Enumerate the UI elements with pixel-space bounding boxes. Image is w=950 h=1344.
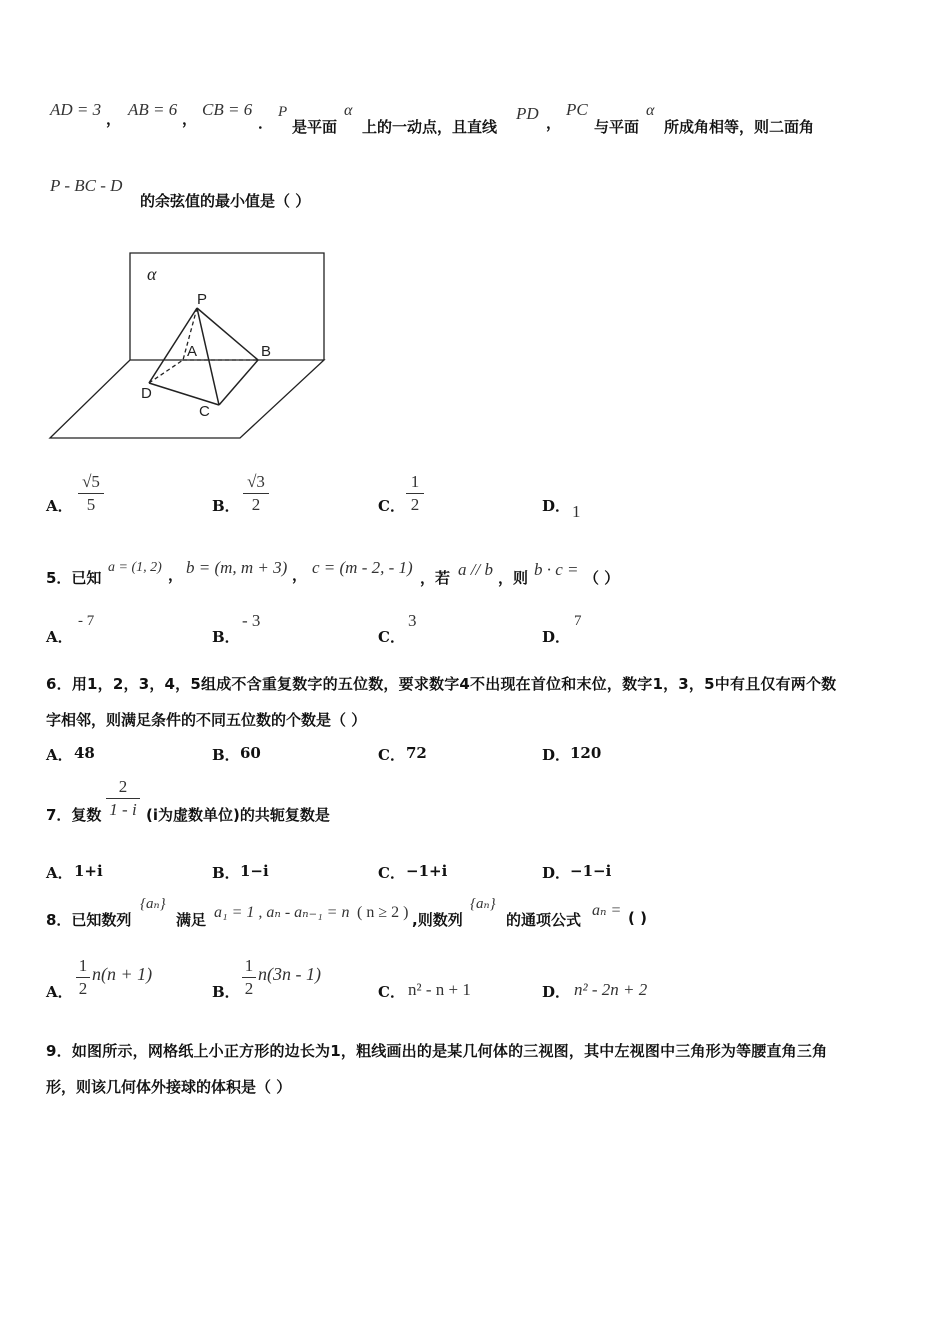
index-condition: ( n ≥ 2 ) (357, 904, 409, 921)
edge-cb (219, 360, 258, 405)
figure-label-d: D (141, 385, 152, 402)
math-p: P (278, 104, 288, 120)
q9-line2: 形，则该几何体外接球的体积是（ ） (46, 1078, 292, 1096)
option-c[interactable]: C． (378, 983, 405, 1001)
q6-line2: 字相邻，则满足条件的不同五位数的个数是（ ） (46, 711, 367, 729)
math-cb: CB = 6 (202, 100, 253, 119)
q9-line1: 9．如图所示，网格纸上小正方形的边长为1，粗线画出的是某几何体的三视图，其中左视图中三角形为等腰直角三角 (46, 1042, 828, 1060)
sequence-an: {aₙ} (140, 896, 166, 912)
parallel-condition: a // b (458, 560, 493, 579)
dot-product: b · c = (534, 560, 579, 579)
option-d[interactable]: D． (542, 983, 571, 1001)
q8-text-2: ,则数列 (412, 911, 463, 929)
math-ab: AB = 6 (128, 100, 178, 119)
separator: ． (258, 114, 274, 132)
denominator: 2 (410, 495, 420, 514)
math-alpha: α (646, 102, 655, 119)
q7-prefix: 7．复数 (46, 806, 102, 824)
option-b-expr: n(3n - 1) (258, 964, 321, 984)
numerator: 1 (244, 956, 254, 975)
q5-text-3: （ ） (584, 569, 620, 587)
option-a-value: 1+i (74, 862, 103, 880)
separator: ， (292, 566, 308, 584)
edge-pc (197, 308, 219, 405)
option-a[interactable]: A． (46, 497, 73, 515)
option-d[interactable]: D． (542, 746, 571, 764)
option-c-value: −1+i (406, 862, 448, 880)
option-c-value: n² - n + 1 (408, 980, 471, 999)
option-c-value: 3 (408, 611, 417, 630)
horizontal-plane (50, 360, 324, 438)
numerator: 1 (78, 956, 88, 975)
edge-da (149, 360, 183, 383)
figure-alpha-label: α (147, 264, 157, 284)
option-d[interactable]: D． (542, 864, 571, 882)
edge-dc (149, 383, 219, 405)
figure-label-b: B (261, 343, 272, 360)
option-b-fraction (243, 472, 269, 515)
option-a-expr: n(n + 1) (92, 964, 153, 984)
option-c-value: 72 (406, 744, 427, 762)
figure-label-p: P (197, 291, 208, 308)
separator: ， (546, 114, 562, 132)
vector-a: a = (1, 2) (108, 560, 162, 575)
q7-suffix: (i为虚数单位)的共轭复数是 (146, 806, 330, 824)
math-pd: PD (516, 104, 539, 123)
edge-pb (197, 308, 258, 360)
option-d-value: 1 (572, 502, 581, 521)
separator: ， (182, 110, 198, 128)
sequence-an: {aₙ} (470, 896, 496, 912)
option-d[interactable]: D． (542, 497, 571, 515)
option-a[interactable]: A． (46, 864, 73, 882)
option-b[interactable]: B． (212, 497, 240, 515)
q6-line1: 6．用1，2，3，4，5组成不含重复数字的五位数，要求数字4不出现在首位和末位，数字1，3，5中有且仅有两个数 (46, 675, 837, 693)
math-dihedral: P - BC - D (50, 176, 123, 195)
option-d-value: n² - 2n + 2 (574, 980, 648, 999)
recurrence-condition: a₁ = 1 , aₙ - aₙ₋₁ = n (214, 904, 350, 921)
option-d[interactable]: D． (542, 628, 571, 646)
option-b-value: - 3 (242, 611, 261, 630)
q5-text-1: ，若 (420, 569, 451, 587)
option-b[interactable]: B． (212, 983, 240, 1001)
option-a-value: - 7 (78, 613, 95, 629)
pyramid-figure (45, 248, 335, 448)
option-a-fraction (78, 472, 104, 515)
option-b-value: 1−i (240, 862, 269, 880)
option-c[interactable]: C． (378, 746, 405, 764)
figure-label-c: C (199, 403, 210, 420)
option-c[interactable]: C． (378, 497, 405, 515)
q8-text-3: 的通项公式 (506, 911, 582, 929)
q4-text-3: 与平面 (594, 118, 640, 136)
q4-text-5: 的余弦值的最小值是（ ） (140, 192, 311, 210)
separator: ， (168, 566, 184, 584)
math-ad: AD = 3 (50, 100, 102, 119)
option-a[interactable]: A． (46, 628, 73, 646)
q4-text-2: 上的一动点，且直线 (362, 118, 498, 136)
numerator: √3 (247, 472, 265, 491)
option-c-fraction (406, 472, 424, 515)
option-b[interactable]: B． (212, 864, 240, 882)
option-a-value: 48 (74, 744, 95, 762)
option-c[interactable]: C． (378, 628, 405, 646)
vector-c: c = (m - 2, - 1) (312, 558, 413, 577)
q8-text-4: ( ) (628, 909, 647, 927)
vector-b: b = (m, m + 3) (186, 558, 288, 577)
vertical-plane-alpha (130, 253, 324, 360)
option-a[interactable]: A． (46, 983, 73, 1001)
numerator: √5 (82, 472, 100, 491)
denominator: 2 (251, 495, 261, 514)
q4-text-1: 是平面 (292, 118, 338, 136)
denominator: 1 - i (109, 800, 137, 819)
option-b-fraction (242, 956, 256, 999)
option-d-value: 120 (570, 744, 602, 762)
numerator: 1 (410, 472, 420, 491)
figure-label-a: A (187, 343, 198, 360)
option-b-value: 60 (240, 744, 261, 762)
option-a-fraction (76, 956, 90, 999)
q7-fraction (106, 777, 140, 820)
option-c[interactable]: C． (378, 864, 405, 882)
separator: ， (106, 110, 122, 128)
option-b[interactable]: B． (212, 746, 240, 764)
q5-text-2: ，则 (498, 569, 529, 587)
q8-prefix: 8．已知数列 (46, 911, 132, 929)
q4-text-4: 所成角相等，则二面角 (664, 118, 815, 136)
q5-prefix: 5．已知 (46, 569, 102, 587)
denominator: 5 (86, 495, 96, 514)
option-a[interactable]: A． (46, 746, 73, 764)
numerator: 2 (118, 777, 128, 796)
option-b[interactable]: B． (212, 628, 240, 646)
math-alpha: α (344, 102, 353, 119)
denominator: 2 (78, 979, 88, 998)
option-d-value: −1−i (570, 862, 612, 880)
denominator: 2 (244, 979, 254, 998)
math-pc: PC (566, 100, 588, 119)
option-d-value: 7 (574, 613, 582, 629)
general-term: aₙ = (592, 902, 622, 919)
q8-text-1: 满足 (176, 911, 207, 929)
